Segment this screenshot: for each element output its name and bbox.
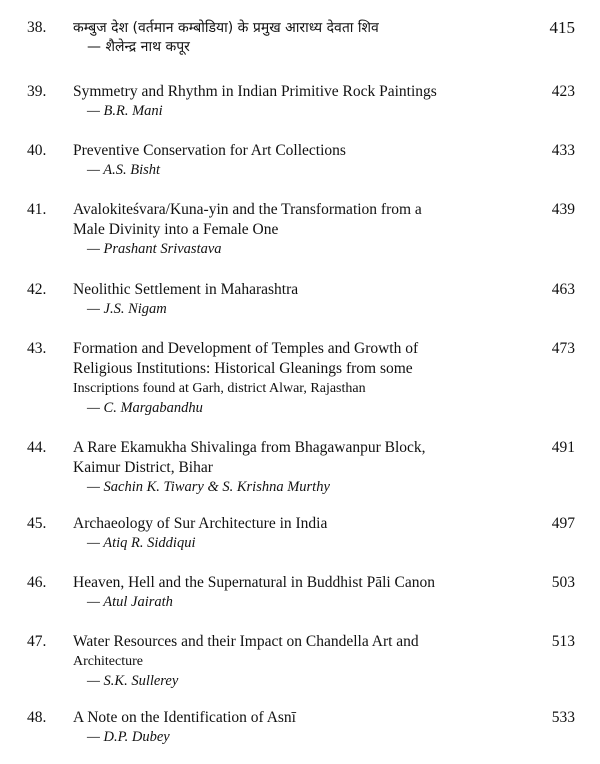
- entry-number: 41.: [27, 201, 47, 218]
- entry-page-number: 513: [551, 633, 575, 650]
- entry-number: 48.: [27, 709, 47, 726]
- entry-author: — B.R. Mani: [87, 103, 163, 119]
- entry-title: [73, 339, 493, 418]
- entry-number: 40.: [27, 142, 47, 159]
- entry-title: [73, 438, 493, 497]
- entry-number: 38.: [27, 19, 47, 36]
- entry-title: [73, 141, 493, 180]
- entry-number: 46.: [27, 574, 47, 591]
- entry-author: — Atiq R. Siddiqui: [87, 535, 196, 551]
- entry-title: [73, 573, 493, 612]
- entry-page-number: 473: [551, 340, 575, 357]
- entry-page-number: 491: [551, 439, 575, 456]
- entry-title: [73, 280, 493, 319]
- entry-title: [73, 18, 493, 57]
- entry-title: [73, 708, 493, 747]
- entry-title-line: Preventive Conservation for Art Collections: [73, 142, 346, 159]
- entry-page-number: 415: [549, 18, 575, 37]
- entry-author: — Prashant Srivastava: [87, 241, 222, 257]
- entry-author: — C. Margabandhu: [87, 400, 203, 416]
- entry-number: 45.: [27, 515, 47, 532]
- entry-title-line: Symmetry and Rhythm in Indian Primitive Rock Paintings: [73, 83, 437, 100]
- entry-author: — Atul Jairath: [87, 594, 173, 610]
- entry-number: 43.: [27, 340, 47, 357]
- entry-title: [73, 632, 493, 691]
- entry-title-line: Water Resources and their Impact on Chandella Art and: [73, 633, 419, 650]
- entry-title: [73, 200, 493, 259]
- entry-title-line: Avalokiteśvara/Kuna-yin and the Transformation from a: [73, 201, 422, 218]
- entry-page-number: 497: [551, 515, 575, 532]
- entry-number: 44.: [27, 439, 47, 456]
- entry-author: — S.K. Sullerey: [87, 673, 179, 689]
- entry-title-line: A Rare Ekamukha Shivalinga from Bhagawanpur Block,: [73, 439, 426, 456]
- entry-title: [73, 514, 493, 553]
- entry-author: — J.S. Nigam: [87, 301, 167, 317]
- entry-title: [73, 82, 493, 121]
- entry-number: 47.: [27, 633, 47, 650]
- entry-page-number: 433: [551, 142, 575, 159]
- entry-page-number: 533: [551, 709, 575, 726]
- entry-title-line: Inscriptions found at Garh, district Alwar, Rajasthan: [73, 381, 366, 396]
- entry-title-line: Heaven, Hell and the Supernatural in Buddhist Pāli Canon: [73, 574, 436, 591]
- entry-author: — A.S. Bisht: [87, 162, 161, 178]
- entry-title-line: Archaeology of Sur Architecture in India: [73, 515, 328, 532]
- entry-title-line: Religious Institutions: Historical Gleanings from some: [73, 360, 413, 377]
- entry-page-number: 439: [551, 201, 575, 218]
- entry-number: 39.: [27, 83, 47, 100]
- entry-title-line: Male Divinity into a Female One: [73, 221, 279, 238]
- entry-title-line: Architecture: [73, 654, 143, 669]
- entry-title-line: Kaimur District, Bihar: [73, 459, 213, 476]
- entry-title-line: कम्बुज देश (वर्तमान कम्बोडिया) के प्रमुख आराध्य देवता शिव: [73, 20, 379, 36]
- entry-page-number: 463: [551, 281, 575, 298]
- entry-author: — Sachin K. Tiwary & S. Krishna Murthy: [87, 479, 330, 495]
- entry-title-line: Neolithic Settlement in Maharashtra: [73, 281, 299, 298]
- entry-author: — शैलेन्द्र नाथ कपूर: [87, 39, 190, 55]
- entry-number: 42.: [27, 281, 47, 298]
- entry-title-line: Formation and Development of Temples and Growth of: [73, 340, 419, 357]
- entry-page-number: 423: [551, 83, 575, 100]
- entry-title-line: A Note on the Identification of Asnī: [73, 709, 296, 726]
- entry-author: — D.P. Dubey: [87, 729, 170, 745]
- entry-page-number: 503: [551, 574, 575, 591]
